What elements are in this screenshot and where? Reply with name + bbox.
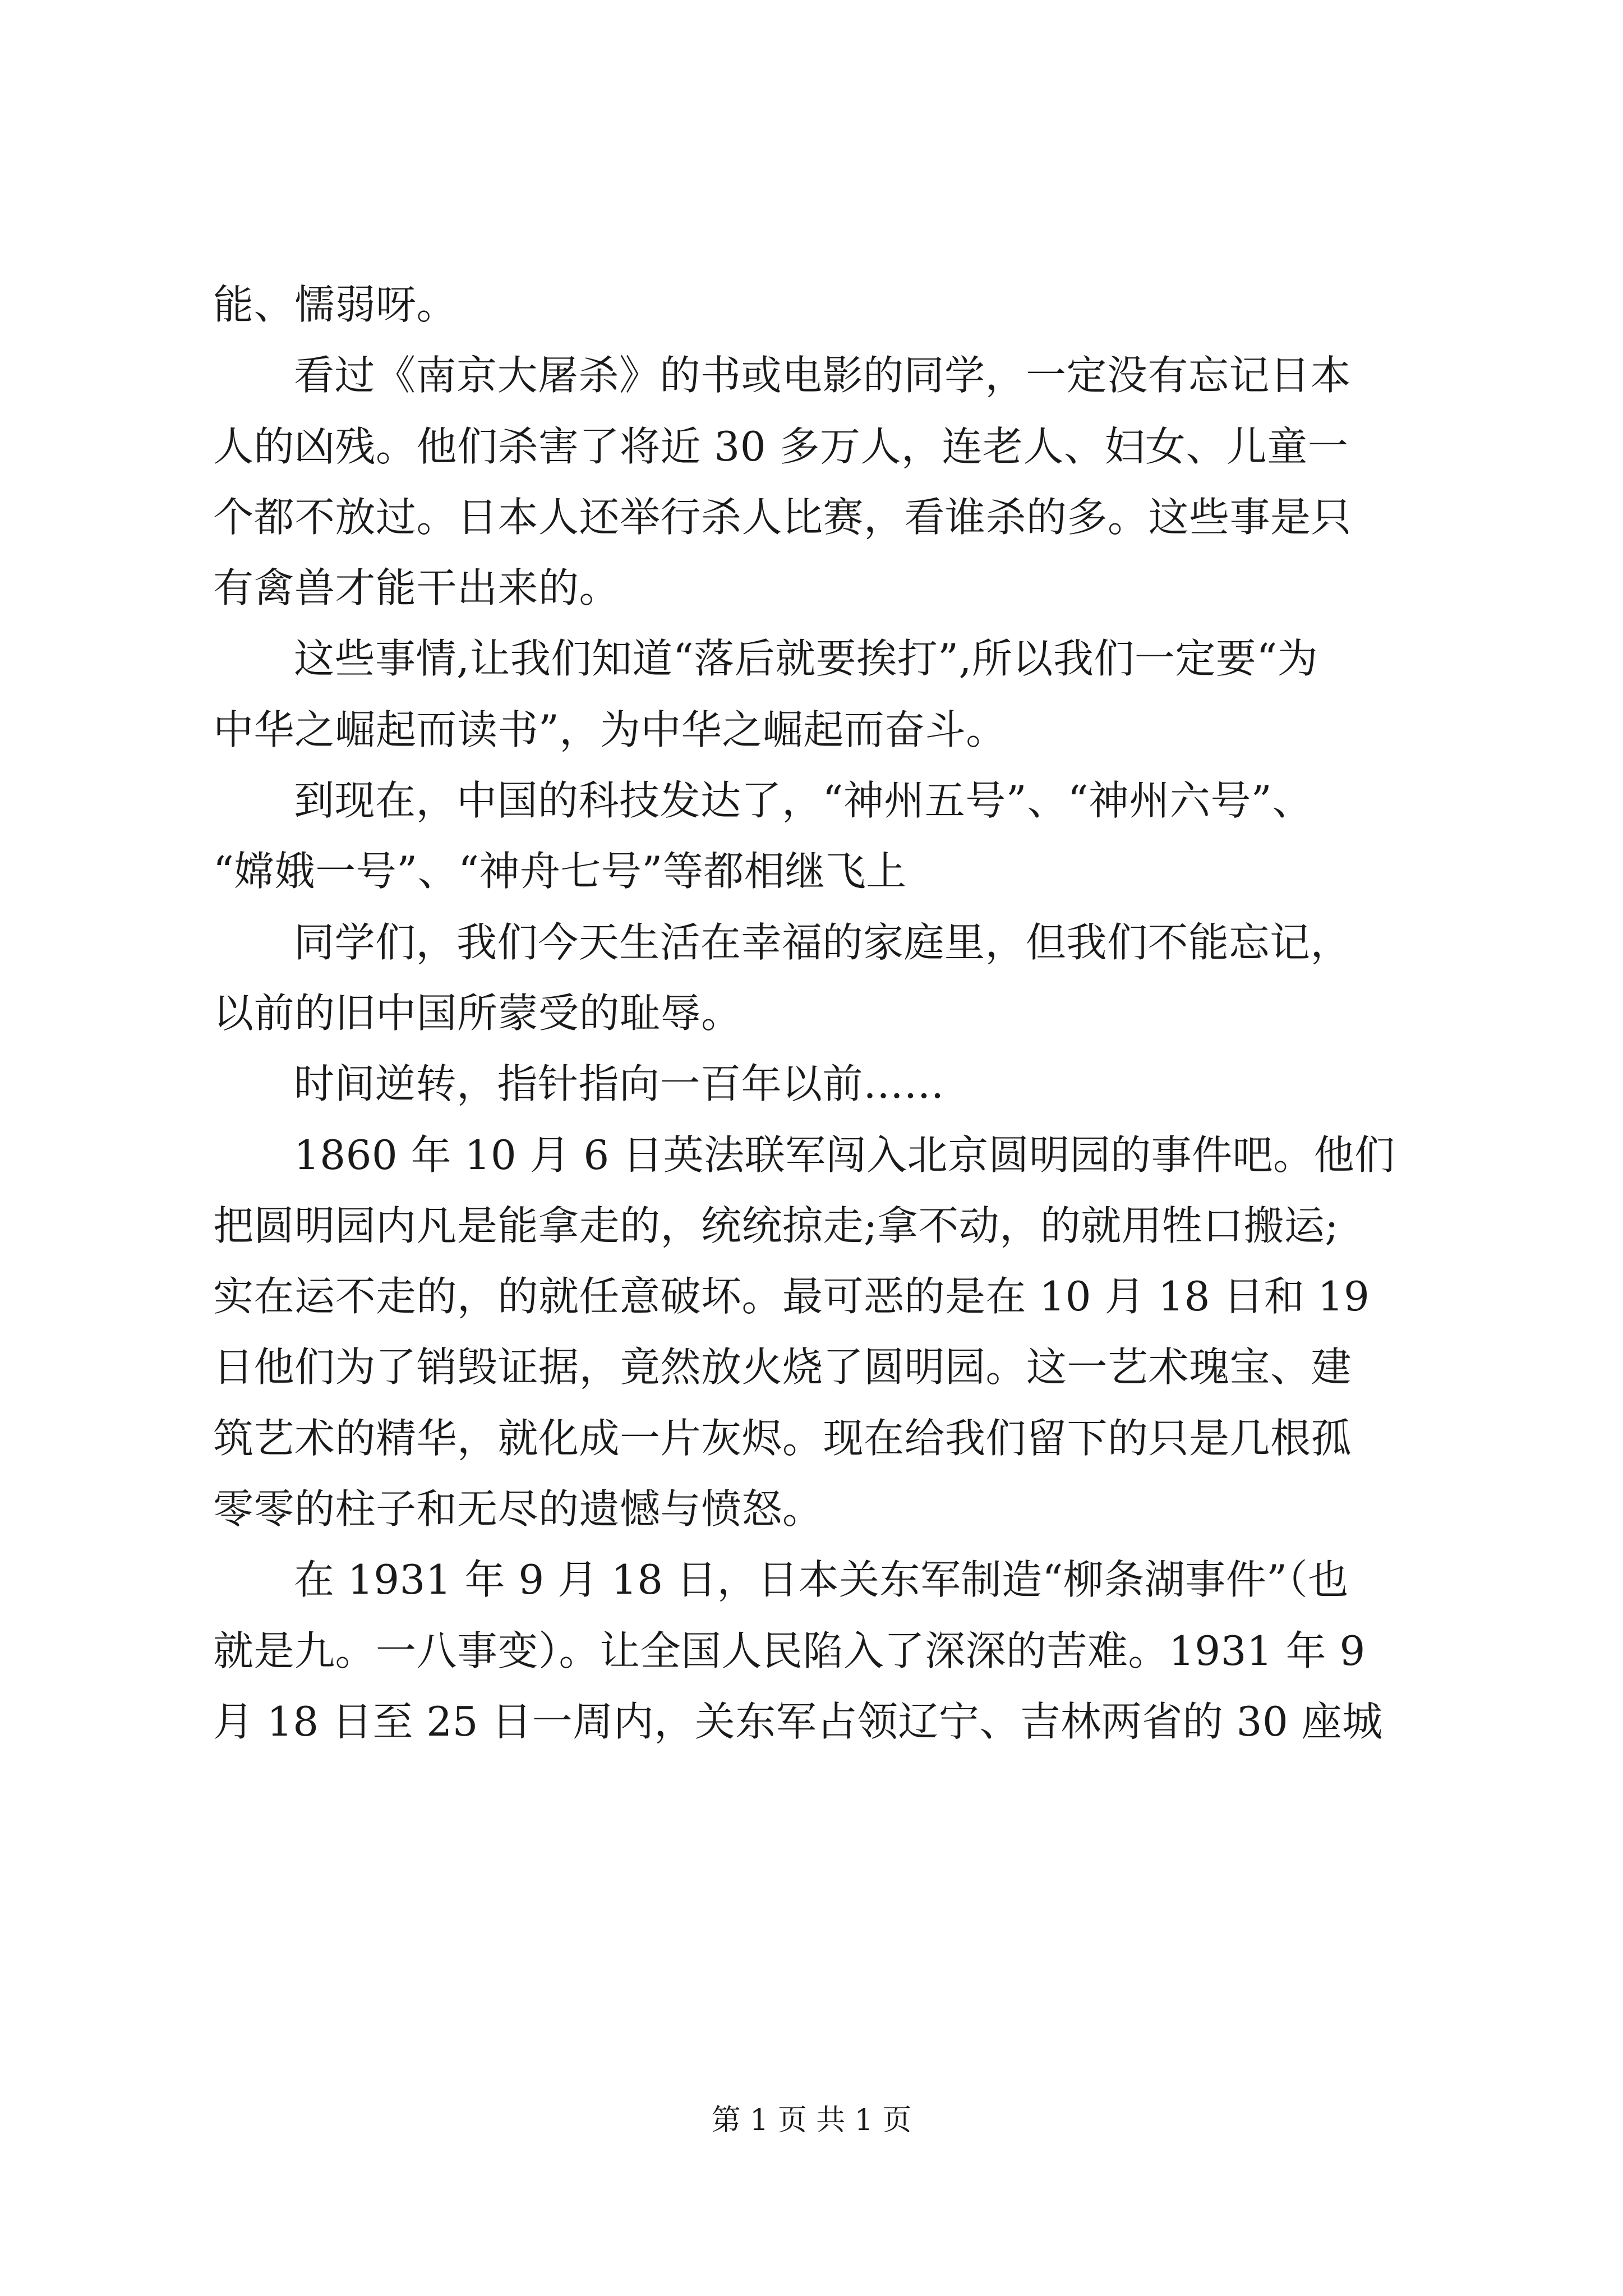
page-number-footer: 第 1 页 共 1 页	[711, 2104, 912, 2137]
text-line: “嫦娥一号”、“神舟七号”等都相继飞上	[213, 848, 907, 895]
text-line: 以前的旧中国所蒙受的耻辱。	[213, 989, 742, 1037]
text-line: 实在运不走的，的就任意破坏。最可恶的是在 10 月 18 日和 19	[213, 1273, 1370, 1320]
text-line: 有禽兽才能干出来的。	[213, 564, 620, 612]
paragraph-first-line: 这些事情,让我们知道“落后就要挨打”,所以我们一定要“为	[294, 635, 1318, 683]
text-line: 人的凶残。他们杀害了将近 30 多万人，连老人、妇女、儿童一	[213, 422, 1349, 470]
paragraph-first-line: 看过《南京大屠杀》的书或电影的同学，一定没有忘记日本	[294, 352, 1352, 399]
paragraph-first-line: 到现在，中国的科技发达了，“神州五号”、“神州六号”、	[294, 777, 1313, 825]
paragraph-first-line: 在 1931 年 9 月 18 日，日本关东军制造“柳条湖事件”（也	[294, 1556, 1349, 1604]
paragraph-first-line: 同学们，我们今天生活在幸福的家庭里，但我们不能忘记，	[294, 918, 1352, 966]
document-body	[213, 269, 1413, 1757]
text-line: 筑艺术的精华，就化成一片灰烬。现在给我们留下的只是几根孤	[213, 1414, 1352, 1462]
text-line: 个都不放过。日本人还举行杀人比赛，看谁杀的多。这些事是只	[213, 493, 1352, 541]
text-line: 就是九。一八事变）。让全国人民陷入了深深的苦难。1931 年 9	[213, 1627, 1366, 1674]
text-line: 把圆明园内凡是能拿走的，统统掠走;拿不动，的就用牲口搬运;	[213, 1202, 1339, 1249]
text-line: 日他们为了销毁证据，竟然放火烧了圆明园。这一艺术瑰宝、建	[213, 1343, 1352, 1391]
paragraph-first-line: 1860 年 10 月 6 日英法联军闯入北京圆明园的事件吧。他们	[294, 1131, 1395, 1179]
paragraph-first-line: 时间逆转，指针指向一百年以前……	[294, 1060, 945, 1108]
text-line: 月 18 日至 25 日一周内，关东军占领辽宁、吉林两省的 30 座城	[213, 1697, 1383, 1745]
text-line: 能、懦弱呀。	[213, 281, 458, 328]
text-line: 零零的柱子和无尽的遗憾与愤怒。	[213, 1485, 823, 1533]
text-line: 中华之崛起而读书”，为中华之崛起而奋斗。	[213, 706, 1007, 753]
